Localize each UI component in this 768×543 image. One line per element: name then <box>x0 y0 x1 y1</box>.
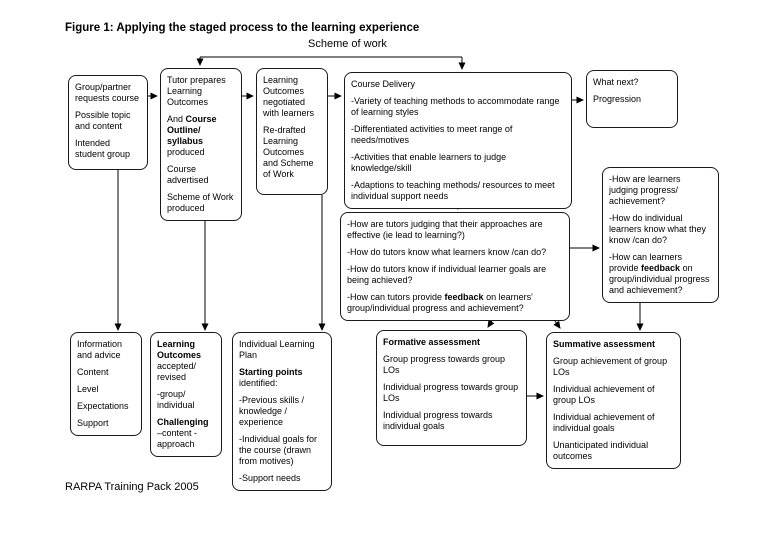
box-paragraph: Content <box>77 366 109 377</box>
box-paragraph: Summative assessment <box>553 339 656 349</box>
box-paragraph: Course advertised <box>167 163 209 185</box>
box-paragraph: -How can tutors provide feedback on learners' group/individual progress and achievement? <box>347 291 533 313</box>
box-individual-learning-plan <box>232 332 332 491</box>
box-paragraph: -How do individual learners know what they know /can do? <box>609 212 707 245</box>
box-formative-assessment <box>376 330 527 446</box>
box-paragraph: Group progress towards group LOs <box>383 353 506 375</box>
box-paragraph: -How can learners provide feedback on group/individual progress and achievement? <box>609 251 710 295</box>
box-paragraph: -Differentiated activities to meet range of needs/motives <box>351 123 513 145</box>
box-paragraph: Course Delivery <box>351 79 416 89</box>
box-paragraph: Learning Outcomes accepted/ revised <box>157 339 202 382</box>
box-group-request <box>68 75 148 170</box>
box-paragraph: Scheme of Work produced <box>167 191 234 213</box>
box-paragraph: -How are tutors judging that their approaches are effective (ie lead to learning?) <box>347 219 543 240</box>
box-summative-assessment <box>546 332 681 469</box>
box-paragraph: And Course Outline/ syllabus produced <box>167 113 217 157</box>
box-paragraph: Starting points identified: <box>239 366 303 388</box>
box-paragraph: Re-drafted Learning Outcomes and Scheme of Work <box>263 124 314 179</box>
scheme-of-work-label: Scheme of work <box>308 38 387 50</box>
box-paragraph: Unanticipated individual outcomes <box>553 439 649 461</box>
figure-title: Figure 1: Applying the staged process to the learning experience <box>65 22 420 34</box>
box-paragraph: -Previous skills / knowledge / experience <box>239 394 305 427</box>
box-tutor-prepares <box>160 68 242 221</box>
box-learning-outcomes-accepted <box>150 332 222 457</box>
box-paragraph: Learning Outcomes negotiated with learners <box>263 75 315 118</box>
box-paragraph: -Variety of teaching methods to accommodate range of learning styles <box>351 95 560 117</box>
box-paragraph: -How do tutors know what learners know /can do? <box>347 246 547 257</box>
box-paragraph: Support <box>77 417 109 428</box>
box-learners-judging <box>602 167 719 303</box>
box-paragraph: Individual achievement of group LOs <box>553 383 655 405</box>
box-paragraph: -Support needs <box>239 472 301 483</box>
box-paragraph: Progression <box>593 93 642 104</box>
box-tutors-judging <box>340 212 570 321</box>
box-paragraph: Individual Learning Plan <box>239 339 315 360</box>
box-paragraph: Formative assessment <box>383 337 481 347</box>
footer-credit: RARPA Training Pack 2005 <box>65 481 199 493</box>
box-paragraph: -How are learners judging progress/ achievement? <box>609 174 681 206</box>
box-paragraph: Expectations <box>77 400 129 411</box>
box-information-advice <box>70 332 142 436</box>
box-paragraph: Individual progress towards individual goals <box>383 409 493 431</box>
box-paragraph: -Activities that enable learners to judge knowledge/skill <box>351 151 507 173</box>
box-paragraph: Group/partner requests course <box>75 82 140 103</box>
box-course-delivery <box>344 72 572 209</box>
box-paragraph: -Individual goals for the course (drawn from motives) <box>239 433 318 466</box>
box-paragraph: Group achievement of group LOs <box>553 355 668 377</box>
box-paragraph: Information and advice <box>77 339 123 360</box>
box-paragraph: Tutor prepares Learning Outcomes <box>167 75 226 107</box>
box-paragraph: Possible topic and content <box>75 109 131 131</box>
box-paragraph: Individual achievement of individual goals <box>553 411 655 433</box>
box-what-next <box>586 70 678 128</box>
box-paragraph: What next? <box>593 77 639 87</box>
box-paragraph: -Adaptions to teaching methods/ resources to meet individual support needs <box>351 179 555 201</box>
box-paragraph: -group/ individual <box>157 388 195 410</box>
box-paragraph: Individual progress towards group LOs <box>383 381 519 403</box>
box-paragraph: Level <box>77 383 99 394</box>
box-outcomes-negotiated <box>256 68 328 195</box>
box-paragraph: Intended student group <box>75 137 131 159</box>
box-paragraph: -How do tutors know if individual learner goals are being achieved? <box>347 263 547 285</box>
box-paragraph: Challenging –content - approach <box>157 416 209 449</box>
